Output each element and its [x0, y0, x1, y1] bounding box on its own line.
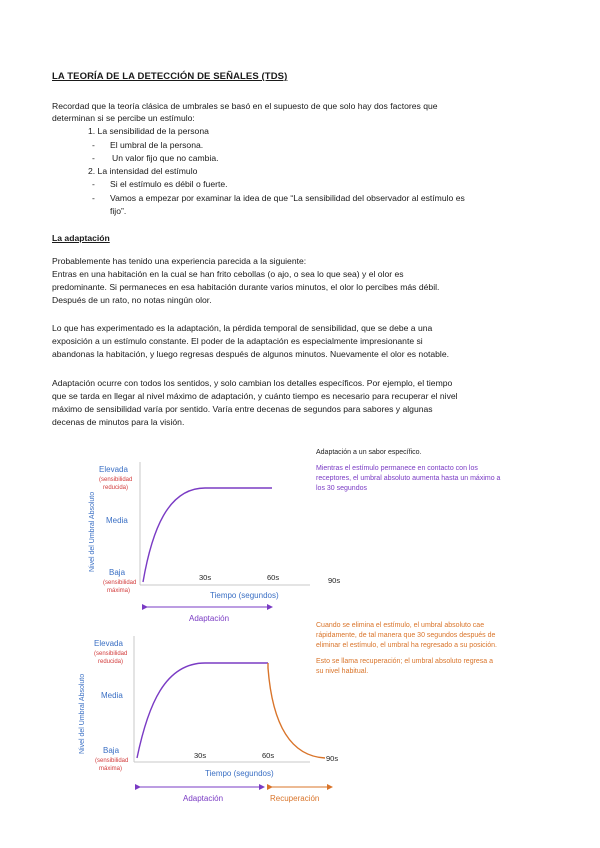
figure-2-y-low-sub-2: máxima): [99, 766, 123, 772]
para1-line-4: Después de un rato, no notas ningún olor.: [52, 295, 212, 305]
list-subitem-2b-line1: Vamos a empezar por examinar la idea de que “La sensibilidad del observador al estímulo es: [110, 193, 465, 203]
intro-line-2: determinan si se percibe un estímulo:: [52, 113, 195, 123]
para3-line-1: Adaptación ocurre con todos los sentidos, y solo cambian los detalles específicos. Por ejemplo, el tiempo: [52, 378, 453, 388]
figure-2-note-line-5: su nivel habitual.: [316, 668, 369, 675]
figure-2-y-high: Elevada: [94, 639, 123, 648]
figure-1-y-low: Baja: [109, 568, 126, 577]
figure-1-x-label: Tiempo (segundos): [210, 591, 279, 600]
figure-1-threshold-curve: [143, 488, 272, 582]
list-item-2: 2. La intensidad del estímulo: [88, 166, 198, 176]
figure-2-y-high-sub-2: reducida): [98, 659, 124, 665]
figure-1-note-line-3: los 30 segundos: [316, 485, 367, 492]
figure-2-x-label: Tiempo (segundos): [205, 769, 274, 778]
figure-2-adaptation-curve: [137, 663, 268, 758]
para1-line-2: Entras en una habitación en la cual se han frito cebollas (o ajo, o sea lo que sea) y el olor es: [52, 269, 404, 279]
figure-2-tick-90s: 90s: [326, 754, 339, 763]
figure-1-tick-30s: 30s: [199, 573, 212, 582]
figure-2-y-label: Nivel del Umbral Absoluto: [79, 673, 86, 754]
figure-1-y-label: Nivel del Umbral Absoluto: [89, 491, 96, 572]
figure-2-y-low: Baja: [103, 746, 120, 755]
figure-1-note-line-2: receptores, el umbral absoluto aumenta hasta un máximo a: [316, 475, 501, 482]
para2-line-3: abandonas la habitación, y luego regresas después de algunos minutos. Nuevamente el olor es notable.: [52, 349, 450, 359]
page-title: LA TEORÍA DE LA DETECCIÓN DE SEÑALES (TDS): [52, 71, 288, 82]
figure-2-note-line-2: rápidamente, de tal manera que 30 segundos después de: [316, 632, 496, 639]
figure-2-note-line-1: Cuando se elimina el estímulo, el umbral absoluto cae: [316, 622, 485, 629]
intro-line-1: Recordad que la teoría clásica de umbrales se basó en el supuesto de que solo hay dos factores que: [52, 101, 438, 111]
para3-line-4: decenas de minutos para la visión.: [52, 417, 185, 427]
list-dash: -: [92, 193, 95, 203]
figure-2-recovery: [79, 622, 497, 803]
figure-1-tick-90s: 90s: [328, 576, 341, 585]
figure-1-adaptation: [89, 449, 501, 623]
list-subitem-2a: Si el estímulo es débil o fuerte.: [110, 179, 228, 189]
para2-line-2: exposición a un estímulo constante. El poder de la adaptación es especialmente impresionante si: [52, 336, 423, 346]
section-heading: La adaptación: [52, 233, 110, 243]
figure-1-caption: Adaptación a un sabor específico.: [316, 449, 422, 456]
para1-line-1: Probablemente has tenido una experiencia parecida a la siguiente:: [52, 256, 307, 266]
list-dash: -: [92, 153, 95, 163]
figure-1-phase-label: Adaptación: [189, 614, 230, 623]
figure-1-y-low-sub-2: máxima): [107, 588, 131, 594]
list-dash: -: [92, 179, 95, 189]
figure-2-y-low-sub-1: (sensibilidad: [95, 758, 129, 764]
para3-line-2: que se tarda en llegar al nivel máximo de adaptación, y cuánto tiempo es necesario para recuperar el nivel: [52, 391, 458, 401]
figure-2-note-line-3: eliminar el estímulo, el umbral ha regresado a su posición.: [316, 642, 497, 649]
list-item-1: 1. La sensibilidad de la persona: [88, 126, 209, 136]
figure-2-recovery-curve: [268, 663, 325, 758]
figure-1-y-low-sub-1: (sensibilidad: [103, 580, 137, 586]
para3-line-3: máximo de sensibilidad varía por sentido. Varía entre decenas de segundos para sabores y algunas: [52, 404, 433, 414]
list-subitem-2b-line2: fijo”.: [110, 206, 127, 216]
figure-1-y-high: Elevada: [99, 465, 128, 474]
figure-2-recovery-label: Recuperación: [270, 794, 320, 803]
figure-1-y-high-sub-1: (sensibilidad: [99, 477, 133, 483]
figure-1-y-mid: Media: [106, 516, 128, 525]
figure-2-y-high-sub-1: (sensibilidad: [94, 651, 128, 657]
list-subitem-1b: Un valor fijo que no cambia.: [112, 153, 219, 163]
figure-1-note-line-1: Mientras el estímulo permanece en contacto con los: [316, 465, 478, 472]
para1-line-3: predominante. Si permaneces en esa habitación durante varios minutos, el olor lo percibes más débil.: [52, 282, 440, 292]
list-subitem-1a: El umbral de la persona.: [110, 140, 204, 150]
figure-1-tick-60s: 60s: [267, 573, 280, 582]
list-dash: -: [92, 140, 95, 150]
figure-2-note-line-4: Esto se llama recuperación; el umbral absoluto regresa a: [316, 658, 494, 665]
figure-2-adaptation-label: Adaptación: [183, 794, 224, 803]
figure-2-y-mid: Media: [101, 691, 123, 700]
figure-2-tick-60s: 60s: [262, 751, 275, 760]
figure-1-y-high-sub-2: reducida): [103, 485, 129, 491]
figure-2-tick-30s: 30s: [194, 751, 207, 760]
para2-line-1: Lo que has experimentado es la adaptación, la pérdida temporal de sensibilidad, que se debe a una: [52, 323, 433, 333]
